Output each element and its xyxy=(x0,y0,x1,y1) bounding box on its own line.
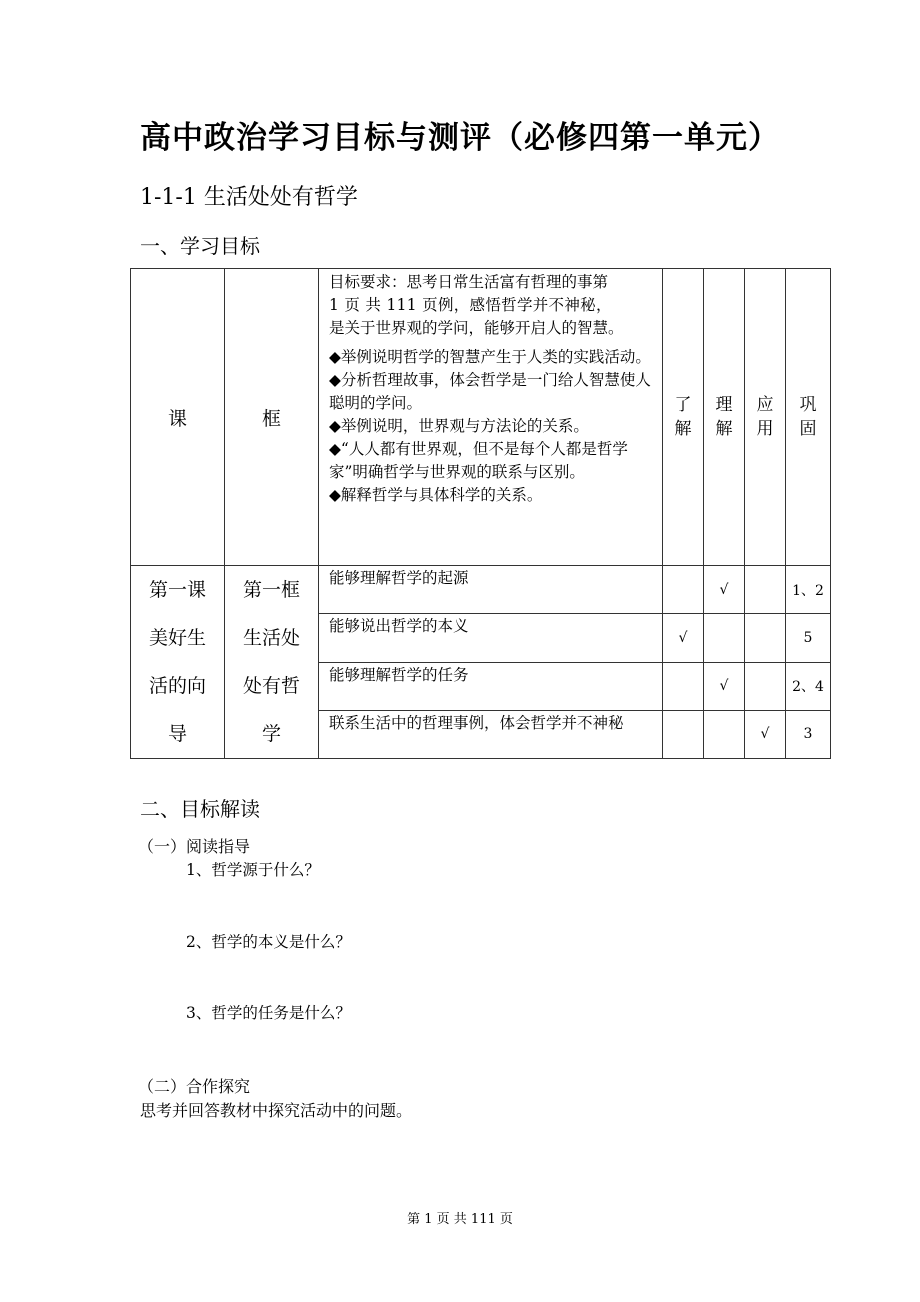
table-header-row xyxy=(131,269,831,566)
comprehend-mark xyxy=(704,710,745,758)
lesson-line: 美好生 xyxy=(148,627,206,649)
consolidate-items: 2、4 xyxy=(786,662,831,710)
header-requirements xyxy=(319,269,663,566)
frame-line: 处有哲 xyxy=(242,675,300,697)
apply-mark xyxy=(745,566,786,614)
section-learning-goals: 一、学习目标 xyxy=(140,234,260,258)
objective-text: 能够理解哲学的起源 xyxy=(319,566,663,614)
level-label: 了 解 xyxy=(674,395,692,439)
apply-mark xyxy=(745,662,786,710)
reading-question: 2、哲学的本义是什么？ xyxy=(186,933,351,951)
lesson-line: 第一课 xyxy=(148,579,206,601)
frame-line: 第一框 xyxy=(242,579,300,601)
understand-mark xyxy=(663,566,704,614)
frame-line: 生活处 xyxy=(242,627,300,649)
level-label: 巩 固 xyxy=(799,395,817,439)
lesson-cell xyxy=(131,566,225,759)
requirement-bullet: ◆“人人都有世界观，但不是每个人都是哲学家”明确哲学与世界观的联系与区别。 xyxy=(329,440,628,481)
consolidate-items: 5 xyxy=(786,614,831,662)
level-label: 理 解 xyxy=(715,395,733,439)
requirement-line: 是关于世界观的学问，能够开启人的智慧。 xyxy=(329,319,624,337)
header-apply xyxy=(745,269,786,566)
consolidate-items: 1、2 xyxy=(786,566,831,614)
frame-cell xyxy=(225,566,319,759)
apply-mark: √ xyxy=(745,710,786,758)
section-goal-interpretation: 二、目标解读 xyxy=(140,797,260,821)
objective-text: 联系生活中的哲理事例，体会哲学并不神秘 xyxy=(319,710,663,758)
understand-mark xyxy=(663,662,704,710)
reading-question: 1、哲学源于什么？ xyxy=(186,861,320,879)
table-row xyxy=(131,566,831,614)
requirement-bullet: ◆举例说明，世界观与方法论的关系。 xyxy=(329,417,589,435)
page-footer: 第 1 页 共 111 页 xyxy=(407,1212,513,1227)
requirement-line: 目标要求：思考日常生活富有哲理的事第 xyxy=(329,273,609,291)
lesson-subtitle: 1-1-1 生活处处有哲学 xyxy=(140,185,358,210)
comprehend-mark: √ xyxy=(704,662,745,710)
reading-guide-heading: （一）阅读指导 xyxy=(138,837,251,856)
requirement-line: 1 页 共 111 页例，感悟哲学并不神秘， xyxy=(329,296,612,314)
apply-mark xyxy=(745,614,786,662)
lesson-line: 导 xyxy=(167,723,187,745)
requirement-bullet: ◆举例说明哲学的智慧产生于人类的实践活动。 xyxy=(329,348,651,366)
objectives-table xyxy=(130,268,831,759)
page-title: 高中政治学习目标与测评（必修四第一单元） xyxy=(140,120,780,156)
comprehend-mark xyxy=(704,614,745,662)
level-label: 应 用 xyxy=(756,395,774,439)
cooperation-text: 思考并回答教材中探究活动中的问题。 xyxy=(140,1101,413,1120)
header-lesson: 课 xyxy=(131,269,225,566)
lesson-line: 活的向 xyxy=(148,675,206,697)
header-frame: 框 xyxy=(225,269,319,566)
objective-text: 能够理解哲学的任务 xyxy=(319,662,663,710)
requirement-bullet: ◆解释哲学与具体科学的关系。 xyxy=(329,486,543,504)
cooperation-heading: （二）合作探究 xyxy=(138,1077,251,1096)
comprehend-mark: √ xyxy=(704,566,745,614)
understand-mark xyxy=(663,710,704,758)
header-understand xyxy=(663,269,704,566)
reading-question: 3、哲学的任务是什么？ xyxy=(186,1004,351,1022)
header-consolidate xyxy=(786,269,831,566)
objective-text: 能够说出哲学的本义 xyxy=(319,614,663,662)
consolidate-items: 3 xyxy=(786,710,831,758)
requirement-bullet: ◆分析哲理故事，体会哲学是一门给人智慧使人聪明的学问。 xyxy=(329,371,651,412)
frame-line: 学 xyxy=(261,723,281,745)
understand-mark: √ xyxy=(663,614,704,662)
header-comprehend xyxy=(704,269,745,566)
